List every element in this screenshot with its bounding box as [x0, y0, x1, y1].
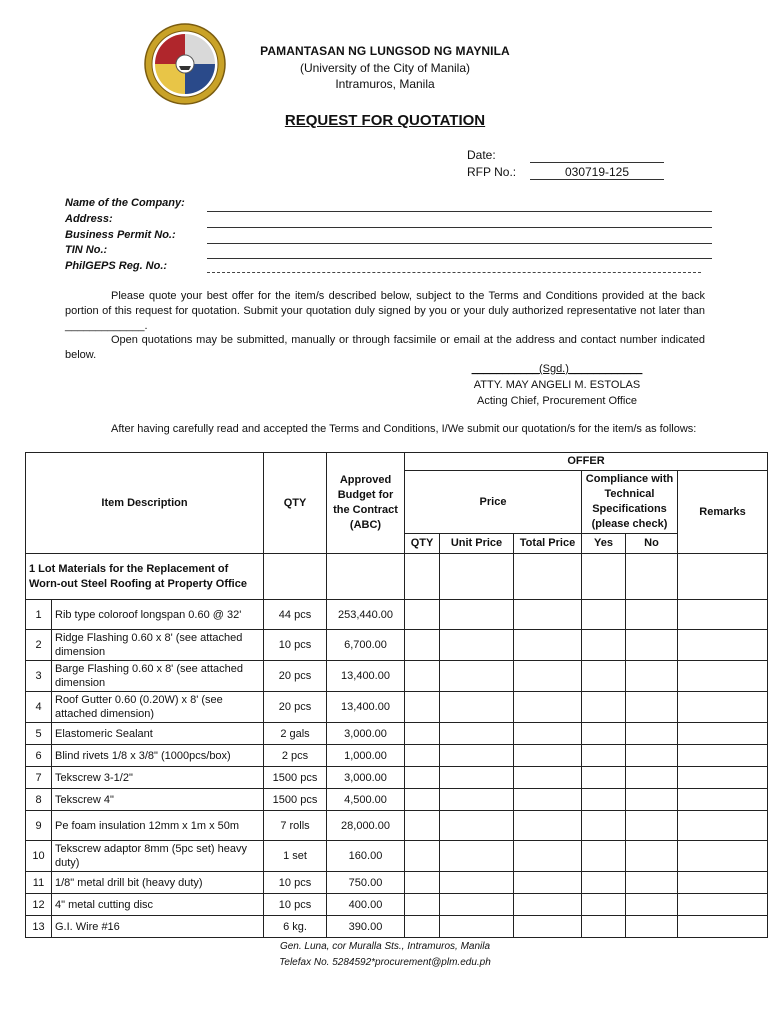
item-qty: 20 pcs — [264, 692, 327, 723]
remarks-cell[interactable] — [678, 767, 768, 789]
header-no: No — [626, 534, 678, 554]
remarks-cell[interactable] — [678, 630, 768, 661]
compliance-no-cell[interactable] — [626, 916, 678, 938]
table-row — [26, 723, 768, 745]
philgeps-field[interactable] — [207, 259, 701, 273]
table-row — [26, 916, 768, 938]
offer-qty-cell[interactable] — [405, 661, 440, 692]
item-number: 5 — [26, 723, 52, 745]
compliance-yes-cell[interactable] — [582, 872, 626, 894]
item-description: Tekscrew 4" — [52, 789, 264, 811]
total-price-cell[interactable] — [514, 723, 582, 745]
item-qty: 2 pcs — [264, 745, 327, 767]
submission-paragraph: Open quotations may be submitted, manually or through facsimile or email at the address and contact number indicated below. — [65, 334, 705, 361]
header-abc: Approved Budget for the Contract (ABC) — [327, 453, 405, 554]
item-abc: 160.00 — [327, 841, 405, 872]
university-seal — [143, 22, 227, 106]
compliance-no-cell[interactable] — [626, 661, 678, 692]
unit-price-cell[interactable] — [440, 745, 514, 767]
compliance-yes-cell[interactable] — [582, 894, 626, 916]
item-description: 1/8" metal drill bit (heavy duty) — [52, 872, 264, 894]
remarks-cell[interactable] — [678, 789, 768, 811]
compliance-yes-cell[interactable] — [582, 916, 626, 938]
unit-price-cell[interactable] — [440, 811, 514, 841]
compliance-no-cell[interactable] — [626, 630, 678, 661]
total-price-cell[interactable] — [514, 661, 582, 692]
unit-price-cell[interactable] — [440, 661, 514, 692]
header-qty: QTY — [264, 453, 327, 554]
remarks-cell[interactable] — [678, 872, 768, 894]
table-row — [26, 767, 768, 789]
total-price-cell[interactable] — [514, 872, 582, 894]
table-row — [26, 811, 768, 841]
company-name-field[interactable] — [207, 198, 712, 212]
remarks-cell[interactable] — [678, 692, 768, 723]
compliance-no-cell[interactable] — [626, 811, 678, 841]
business-permit-label: Business Permit No.: — [65, 229, 176, 241]
offer-qty-cell[interactable] — [405, 600, 440, 630]
table-row — [26, 894, 768, 916]
item-qty: 6 kg. — [264, 916, 327, 938]
item-number: 9 — [26, 811, 52, 841]
institution-location: Intramuros, Manila — [335, 77, 435, 91]
item-description: Pe foam insulation 12mm x 1m x 50m — [52, 811, 264, 841]
footer-contact: Telefax No. 5284592*procurement@plm.edu.ph — [279, 957, 491, 968]
lot-row — [26, 554, 768, 600]
remarks-cell[interactable] — [678, 661, 768, 692]
remarks-cell[interactable] — [678, 894, 768, 916]
signature-block — [467, 361, 647, 409]
offer-qty-cell[interactable] — [405, 811, 440, 841]
compliance-yes-cell[interactable] — [582, 692, 626, 723]
total-price-cell[interactable] — [514, 811, 582, 841]
item-number: 12 — [26, 894, 52, 916]
total-price-cell[interactable] — [514, 630, 582, 661]
signatory-position: Acting Chief, Procurement Office — [477, 395, 637, 407]
address-label: Address: — [65, 213, 113, 225]
table-row — [26, 789, 768, 811]
item-number: 10 — [26, 841, 52, 872]
header-unit-price: Unit Price — [440, 534, 514, 554]
philgeps-label: PhilGEPS Reg. No.: — [65, 260, 168, 272]
item-number: 7 — [26, 767, 52, 789]
total-price-cell[interactable] — [514, 692, 582, 723]
item-description: Elastomeric Sealant — [52, 723, 264, 745]
header-item-description: Item Description — [26, 453, 264, 554]
table-row — [26, 661, 768, 692]
unit-price-cell[interactable] — [440, 916, 514, 938]
institution-subtitle: (University of the City of Manila) — [299, 61, 471, 75]
item-number: 2 — [26, 630, 52, 661]
compliance-yes-cell[interactable] — [582, 630, 626, 661]
date-field[interactable] — [530, 148, 664, 163]
offer-qty-cell[interactable] — [405, 789, 440, 811]
compliance-yes-cell[interactable] — [582, 661, 626, 692]
item-qty: 1 set — [264, 841, 327, 872]
item-qty: 1500 pcs — [264, 767, 327, 789]
item-abc: 13,400.00 — [327, 661, 405, 692]
total-price-cell[interactable] — [514, 916, 582, 938]
item-description: Barge Flashing 0.60 x 8' (see attached dimension — [52, 661, 264, 692]
table-row — [26, 630, 768, 661]
signatory-name: ATTY. MAY ANGELI M. ESTOLAS — [473, 379, 641, 391]
remarks-cell[interactable] — [678, 841, 768, 872]
remarks-cell[interactable] — [678, 811, 768, 841]
remarks-cell[interactable] — [678, 916, 768, 938]
item-number: 4 — [26, 692, 52, 723]
item-qty: 10 pcs — [264, 872, 327, 894]
item-number: 11 — [26, 872, 52, 894]
unit-price-cell[interactable] — [440, 767, 514, 789]
item-qty: 1500 pcs — [264, 789, 327, 811]
unit-price-cell[interactable] — [440, 723, 514, 745]
item-abc: 750.00 — [327, 872, 405, 894]
item-abc: 4,500.00 — [327, 789, 405, 811]
institution-name: PAMANTASAN NG LUNGSOD NG MAYNILA — [260, 44, 510, 58]
item-qty: 10 pcs — [264, 630, 327, 661]
table-row — [26, 872, 768, 894]
item-number: 6 — [26, 745, 52, 767]
item-description: Tekscrew adaptor 8mm (5pc set) heavy duty) — [52, 841, 264, 872]
item-abc: 28,000.00 — [327, 811, 405, 841]
header-total-price: Total Price — [514, 534, 582, 554]
compliance-no-cell[interactable] — [626, 894, 678, 916]
business-permit-field[interactable] — [207, 230, 712, 244]
rfp-label: RFP No.: — [467, 165, 517, 179]
item-abc: 390.00 — [327, 916, 405, 938]
date-label: Date: — [467, 148, 496, 162]
item-description: G.I. Wire #16 — [52, 916, 264, 938]
item-description: Tekscrew 3-1/2" — [52, 767, 264, 789]
compliance-yes-cell[interactable] — [582, 841, 626, 872]
document-title: REQUEST FOR QUOTATION — [284, 112, 486, 129]
item-number: 3 — [26, 661, 52, 692]
header-remarks: Remarks — [678, 471, 768, 554]
item-qty: 10 pcs — [264, 894, 327, 916]
offer-qty-cell[interactable] — [405, 894, 440, 916]
footer-address: Gen. Luna, cor Muralla Sts., Intramuros, Manila — [279, 941, 491, 952]
item-description: Ridge Flashing 0.60 x 8' (see attached dimension — [52, 630, 264, 661]
total-price-cell[interactable] — [514, 745, 582, 767]
item-abc: 1,000.00 — [327, 745, 405, 767]
compliance-no-cell[interactable] — [626, 692, 678, 723]
item-qty: 7 rolls — [264, 811, 327, 841]
total-price-cell[interactable] — [514, 894, 582, 916]
compliance-no-cell[interactable] — [626, 872, 678, 894]
offer-qty-cell[interactable] — [405, 916, 440, 938]
unit-price-cell[interactable] — [440, 789, 514, 811]
offer-qty-cell[interactable] — [405, 745, 440, 767]
company-name-label: Name of the Company: — [65, 197, 185, 209]
unit-price-cell[interactable] — [440, 872, 514, 894]
acceptance-paragraph: After having carefully read and accepted the Terms and Conditions, I/We submit our quotation/s for the item/s as follows: — [111, 423, 697, 435]
header-yes: Yes — [582, 534, 626, 554]
compliance-no-cell[interactable] — [626, 745, 678, 767]
offer-qty-cell[interactable] — [405, 841, 440, 872]
item-abc: 253,440.00 — [327, 600, 405, 630]
item-description: Rib type coloroof longspan 0.60 @ 32' — [52, 600, 264, 630]
item-qty: 44 pcs — [264, 600, 327, 630]
header-offer: OFFER — [405, 453, 768, 471]
compliance-yes-cell[interactable] — [582, 600, 626, 630]
lot-title: 1 Lot Materials for the Replacement of Worn-out Steel Roofing at Property Office — [26, 554, 264, 600]
total-price-cell[interactable] — [514, 767, 582, 789]
compliance-no-cell[interactable] — [626, 767, 678, 789]
offer-qty-cell[interactable] — [405, 723, 440, 745]
offer-qty-cell[interactable] — [405, 692, 440, 723]
item-number: 13 — [26, 916, 52, 938]
rfp-number: 030719-125 — [530, 165, 664, 180]
unit-price-cell[interactable] — [440, 841, 514, 872]
header-price: Price — [405, 471, 582, 534]
signature-sgd: ___________(Sgd.)____________ — [471, 363, 643, 375]
item-number: 1 — [26, 600, 52, 630]
offer-qty-cell[interactable] — [405, 767, 440, 789]
item-description: Blind rivets 1/8 x 3/8" (1000pcs/box) — [52, 745, 264, 767]
remarks-cell[interactable] — [678, 600, 768, 630]
compliance-no-cell[interactable] — [626, 789, 678, 811]
total-price-cell[interactable] — [514, 841, 582, 872]
item-number: 8 — [26, 789, 52, 811]
item-abc: 6,700.00 — [327, 630, 405, 661]
remarks-cell[interactable] — [678, 745, 768, 767]
compliance-yes-cell[interactable] — [582, 789, 626, 811]
compliance-yes-cell[interactable] — [582, 767, 626, 789]
quotation-table — [25, 452, 768, 938]
unit-price-cell[interactable] — [440, 894, 514, 916]
table-row — [26, 600, 768, 630]
remarks-cell[interactable] — [678, 723, 768, 745]
item-abc: 13,400.00 — [327, 692, 405, 723]
total-price-cell[interactable] — [514, 600, 582, 630]
item-description: 4" metal cutting disc — [52, 894, 264, 916]
address-field[interactable] — [207, 214, 712, 228]
compliance-yes-cell[interactable] — [582, 745, 626, 767]
table-row — [26, 692, 768, 723]
offer-qty-cell[interactable] — [405, 630, 440, 661]
table-row — [26, 745, 768, 767]
unit-price-cell[interactable] — [440, 600, 514, 630]
header-offer-qty: QTY — [405, 534, 440, 554]
tin-label: TIN No.: — [65, 244, 108, 256]
item-abc: 3,000.00 — [327, 723, 405, 745]
header-compliance: Compliance with Technical Specifications (please check) — [582, 471, 678, 534]
offer-qty-cell[interactable] — [405, 872, 440, 894]
unit-price-cell[interactable] — [440, 692, 514, 723]
compliance-no-cell[interactable] — [626, 600, 678, 630]
item-abc: 400.00 — [327, 894, 405, 916]
item-qty: 2 gals — [264, 723, 327, 745]
tin-field[interactable] — [207, 245, 712, 259]
compliance-no-cell[interactable] — [626, 841, 678, 872]
compliance-no-cell[interactable] — [626, 723, 678, 745]
compliance-yes-cell[interactable] — [582, 723, 626, 745]
compliance-yes-cell[interactable] — [582, 811, 626, 841]
item-abc: 3,000.00 — [327, 767, 405, 789]
table-row — [26, 841, 768, 872]
total-price-cell[interactable] — [514, 789, 582, 811]
unit-price-cell[interactable] — [440, 630, 514, 661]
item-description: Roof Gutter 0.60 (0.20W) x 8' (see attached dimension) — [52, 692, 264, 723]
item-qty: 20 pcs — [264, 661, 327, 692]
instruction-paragraph: Please quote your best offer for the item/s described below, subject to the Terms and Conditions provided at the back portion of this request for quotation. Submit your quotation duly signed by you or your duly authorized representative not later than _____________. — [65, 290, 705, 332]
